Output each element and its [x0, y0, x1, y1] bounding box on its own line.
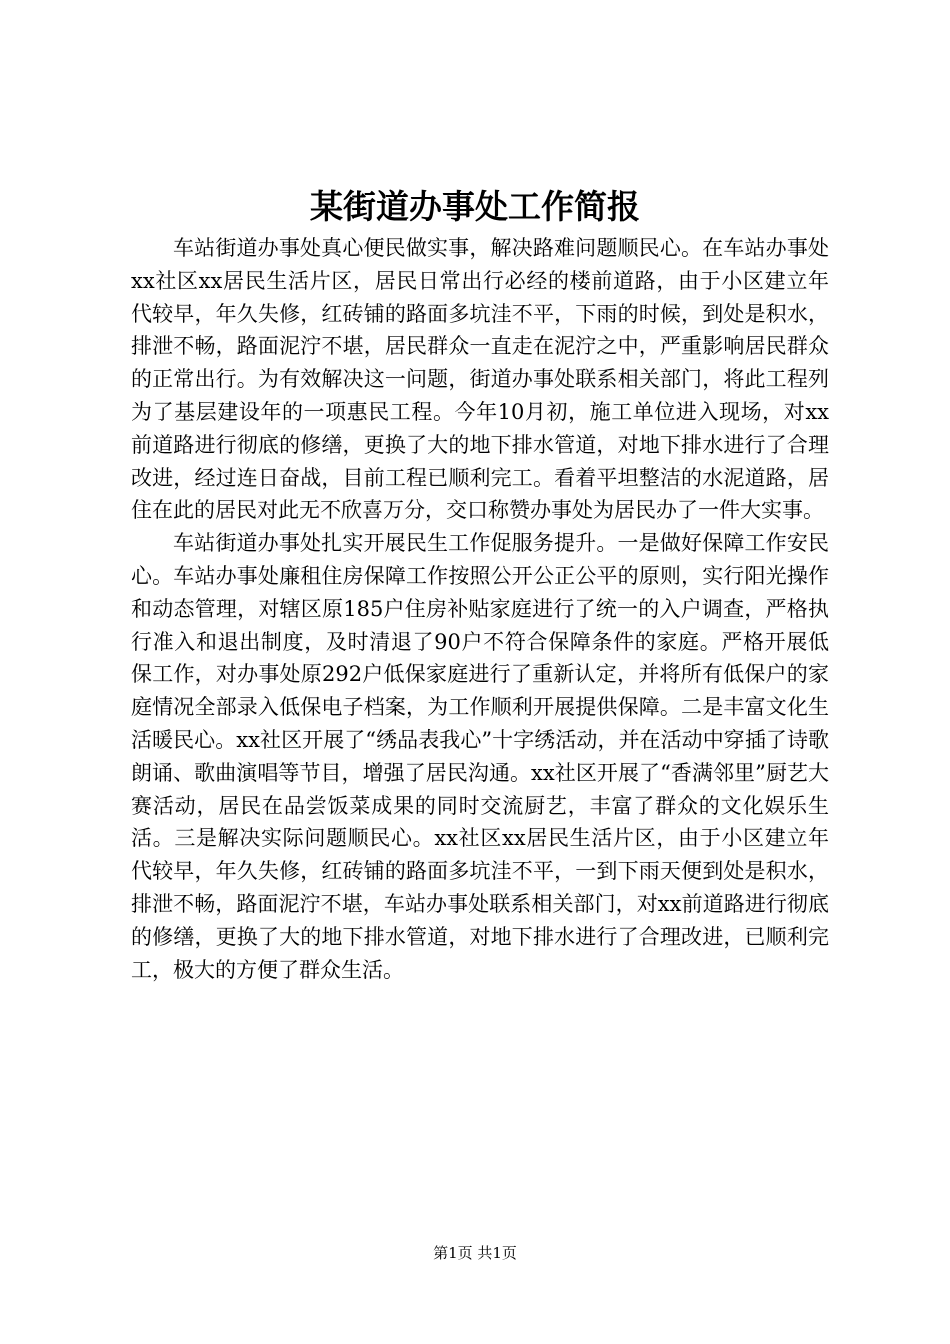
document-title: 某街道办事处工作简报 — [310, 187, 640, 226]
page-footer: 第1页 共1页 — [433, 1244, 517, 1262]
paragraph-2: 车站街道办事处扎实开展民生工作促服务提升。一是做好保障工作安民心。车站办事处廉租住房保障工作按照公开公正公平的原则，实行阳光操作和动态管理，对辖区原185户住房补贴家庭进行了统一的入户调查，严格执行准入和退出制度，及时清退了90户不符合保障条件的家庭。严格开展低保工作，对办事处原292户低保家庭进行了重新认定，并将所有低保户的家庭情况全部录入低保电子档案，为工作顺利开展提供保障。二是丰富文化生活暖民心。xx社区开展了“绣品表我心”十字绣活动，并在活动中穿插了诗歌朗诵、歌曲演唱等节目，增强了居民沟通。xx社区开展了“香满邻里”厨艺大赛活动，居民在品尝饭菜成果的同时交流厨艺，丰富了群众的文化娱乐生活。三是解决实际问题顺民心。xx社区xx居民生活片区，由于小区建立年代较早，年久失修，红砖铺的路面多坑洼不平，一到下雨天便到处是积水，排泄不畅，路面泥泞不堪，车站办事处联系相关部门，对xx前道路进行彻底的修缮，更换了大的地下排水管道，对地下排水进行了合理改进，已顺利完工，极大的方便了群众生活。 — [131, 531, 829, 982]
document-body — [131, 232, 829, 986]
paragraph-1: 车站街道办事处真心便民做实事，解决路难问题顺民心。在车站办事处xx社区xx居民生活片区，居民日常出行必经的楼前道路，由于小区建立年代较早，年久失修，红砖铺的路面多坑洼不平，下雨的时候，到处是积水，排泄不畅，路面泥泞不堪，居民群众一直走在泥泞之中，严重影响居民群众的正常出行。为有效解决这一问题，街道办事处联系相关部门，将此工程列为了基层建设年的一项惠民工程。今年10月初，施工单位进入现场，对xx前道路进行彻底的修缮，更换了大的地下排水管道，对地下排水进行了合理改进，经过连日奋战，目前工程已顺利完工。看着平坦整洁的水泥道路，居住在此的居民对此无不欣喜万分，交口称赞办事处为居民办了一件大实事。 — [131, 236, 829, 523]
